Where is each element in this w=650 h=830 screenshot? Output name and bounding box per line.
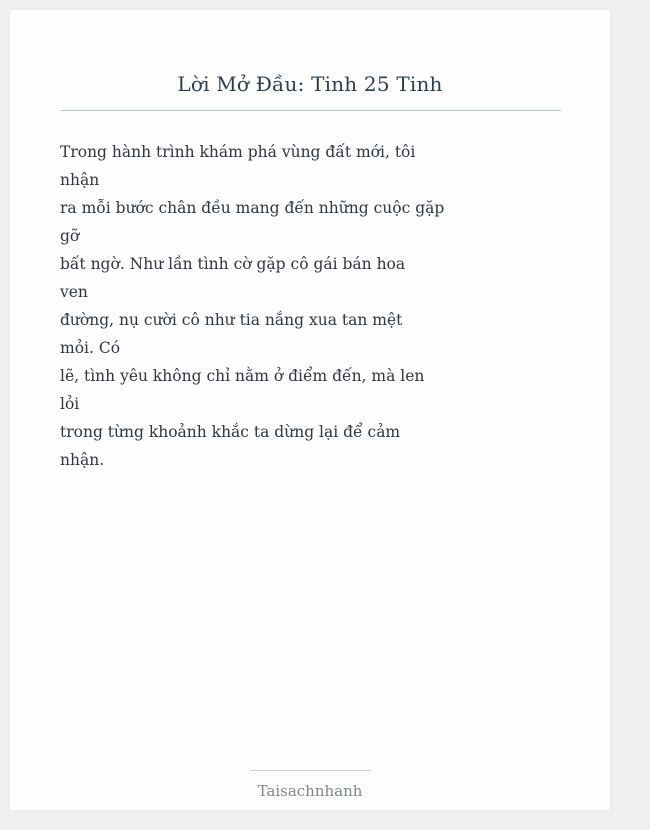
text-line: ra mỗi bước chân đều mang đến những cuộc gặp xyxy=(60,199,445,217)
body-paragraph xyxy=(60,138,445,474)
footer-divider xyxy=(250,770,371,771)
title-divider xyxy=(60,110,561,111)
text-line: trong từng khoảnh khắc ta dừng lại để cảm xyxy=(60,423,401,441)
footer-site-name: Taisachnhanh xyxy=(257,782,363,800)
text-line: lẽ, tình yêu không chỉ nằm ở điểm đến, mà len xyxy=(60,367,425,385)
text-line: nhận. xyxy=(60,451,105,469)
page-title: Lời Mở Đầu: Tinh 25 Tinh xyxy=(177,72,443,96)
text-line: bất ngờ. Như lần tình cờ gặp cô gái bán hoa xyxy=(60,255,406,273)
text-line: lỏi xyxy=(60,395,80,413)
text-line: mỏi. Có xyxy=(60,339,121,357)
text-line: nhận xyxy=(60,171,100,189)
text-line: gỡ xyxy=(60,227,80,245)
document-page xyxy=(10,10,610,810)
text-line: đường, nụ cười cô như tia nắng xua tan mệt xyxy=(60,311,403,329)
text-line: ven xyxy=(60,283,88,301)
text-line: Trong hành trình khám phá vùng đất mới, tôi xyxy=(60,143,416,161)
